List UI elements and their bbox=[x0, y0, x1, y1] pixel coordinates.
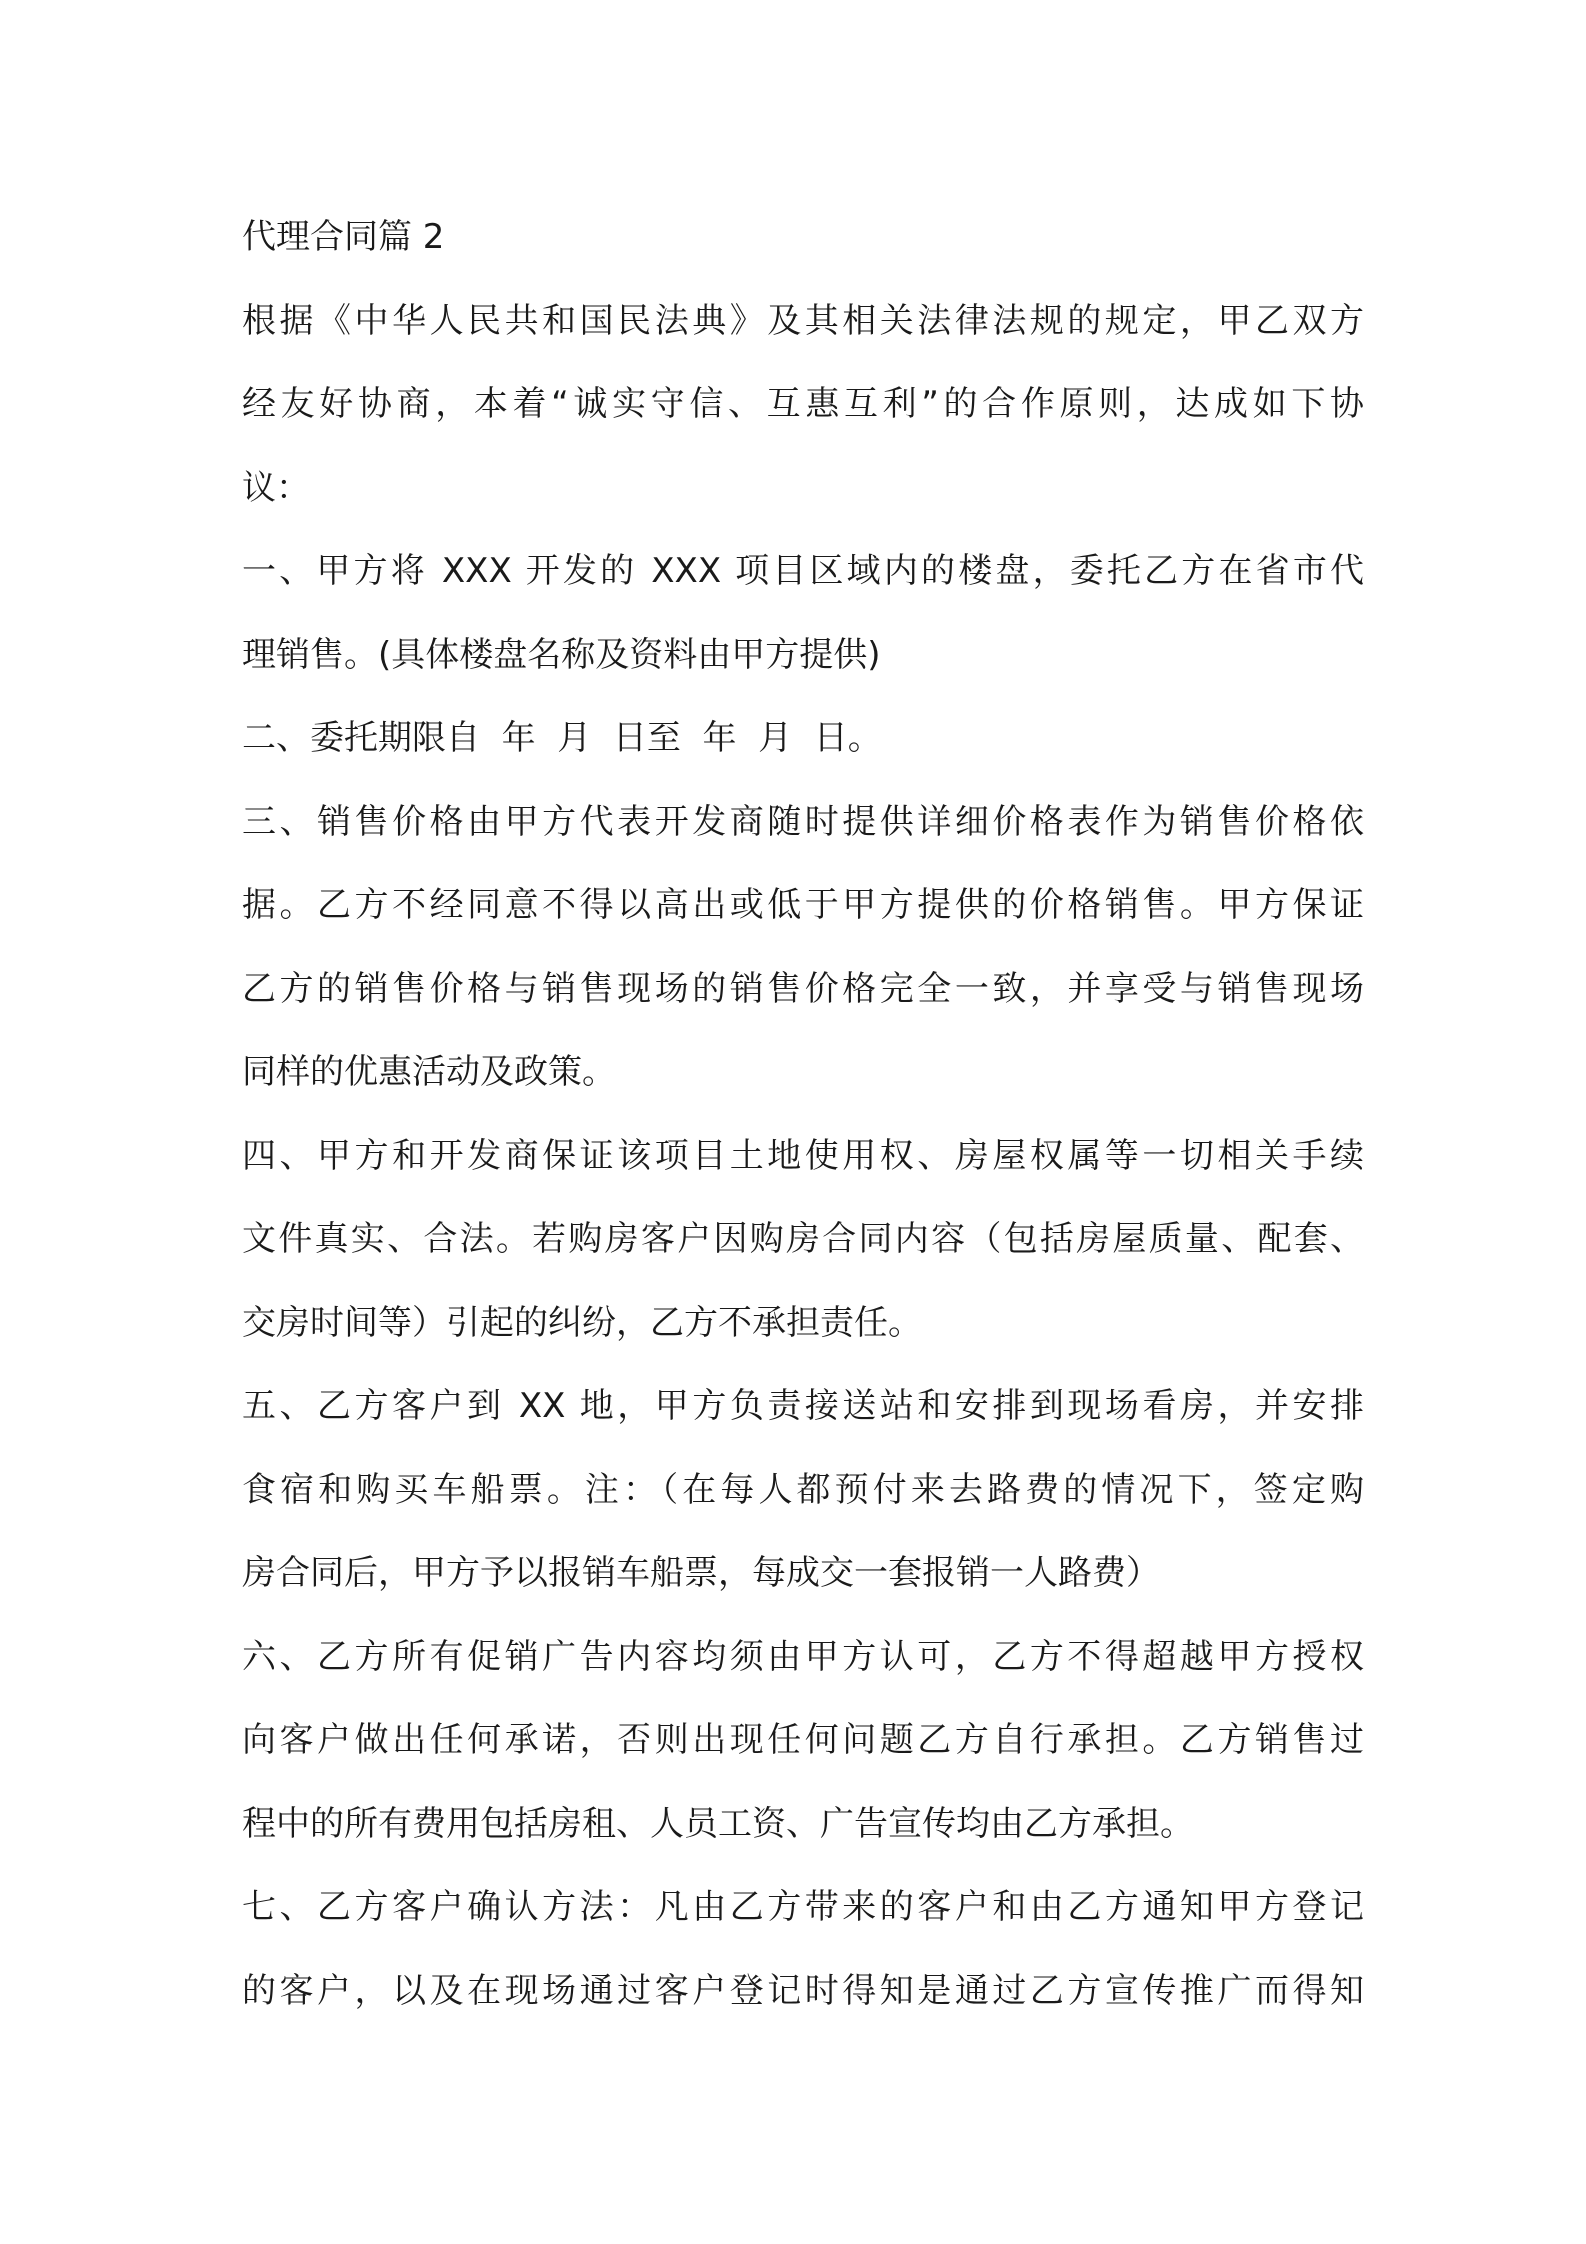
text-line: 食宿和购买车船票。注：（在每人都预付来去路费的情况下，签定购 bbox=[242, 1469, 1364, 1510]
paragraph-clause-2 bbox=[242, 697, 1364, 781]
text-line: 房合同后，甲方予以报销车船票，每成交一套报销一人路费） bbox=[242, 1553, 1160, 1593]
text-line: 据。乙方不经同意不得以高出或低于甲方提供的价格销售。甲方保证 bbox=[242, 885, 1364, 925]
paragraph-clause-7 bbox=[242, 1866, 1364, 2033]
text-line: 五、乙方客户到 XX 地，甲方负责接送站和安排到现场看房，并安排 bbox=[242, 1386, 1364, 1426]
paragraph-clause-3 bbox=[242, 781, 1364, 1115]
text-line: 六、乙方所有促销广告内容均须由甲方认可，乙方不得超越甲方授权 bbox=[242, 1636, 1364, 1677]
paragraph-clause-1 bbox=[242, 530, 1364, 697]
text-line: 根据《中华人民共和国民法典》及其相关法律法规的规定，甲乙双方 bbox=[242, 300, 1364, 341]
text-line: 的客户，以及在现场通过客户登记时得知是通过乙方宣传推广而得知 bbox=[242, 1970, 1364, 2011]
paragraph-clause-6 bbox=[242, 1616, 1364, 1867]
text-line: 理销售。(具体楼盘名称及资料由甲方提供) bbox=[242, 634, 881, 675]
text-line: 七、乙方客户确认方法：凡由乙方带来的客户和由乙方通知甲方登记 bbox=[242, 1887, 1364, 1927]
text-line: 文件真实、合法。若购房客户因购房合同内容（包括房屋质量、配套、 bbox=[242, 1219, 1364, 1259]
text-line: 经友好协商，本着“诚实守信、互惠互利”的合作原则，达成如下协 bbox=[242, 384, 1364, 424]
text-line: 交房时间等）引起的纠纷，乙方不承担责任。 bbox=[242, 1302, 922, 1343]
paragraph-clause-5 bbox=[242, 1365, 1364, 1616]
document-title: 代理合同篇 2 bbox=[242, 217, 445, 257]
text-line: 乙方的销售价格与销售现场的销售价格完全一致，并享受与销售现场 bbox=[242, 968, 1364, 1009]
text-line: 二、委托期限自 年 月 日至 年 月 日。 bbox=[242, 718, 882, 758]
text-line: 同样的优惠活动及政策。 bbox=[242, 1052, 616, 1092]
text-line: 程中的所有费用包括房租、人员工资、广告宣传均由乙方承担。 bbox=[242, 1803, 1194, 1844]
paragraph-preamble bbox=[242, 280, 1364, 531]
text-line: 议： bbox=[242, 467, 310, 508]
paragraph-clause-4 bbox=[242, 1115, 1364, 1366]
text-line: 向客户做出任何承诺，否则出现任何问题乙方自行承担。乙方销售过 bbox=[242, 1720, 1364, 1760]
text-line: 四、甲方和开发商保证该项目土地使用权、房屋权属等一切相关手续 bbox=[242, 1135, 1364, 1176]
text-line: 三、销售价格由甲方代表开发商随时提供详细价格表作为销售价格依 bbox=[242, 801, 1364, 842]
document-body bbox=[242, 196, 1364, 2033]
text-line: 一、甲方将 XXX 开发的 XXX 项目区域内的楼盘，委托乙方在省市代 bbox=[242, 551, 1364, 591]
